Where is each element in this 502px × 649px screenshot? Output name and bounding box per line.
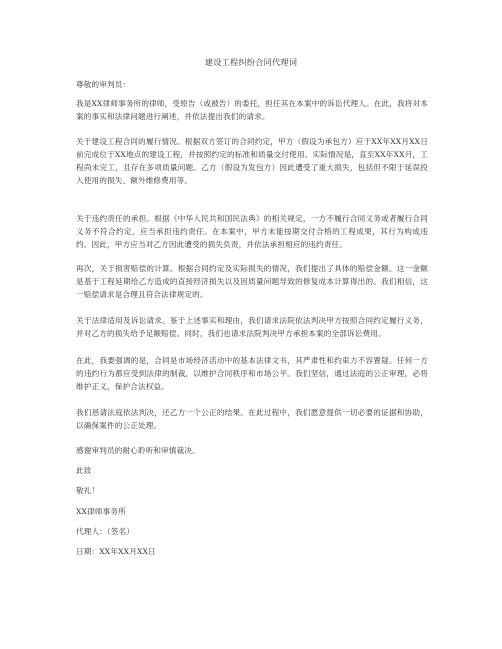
salutation: 尊敬的审判员： — [76, 80, 131, 89]
paragraph-intro: 我是XX律师事务所的律师，受原告（或被告）的委托，担任其在本案中的诉讼代理人。在此，我将对本案的事实和法律问题进行阐述，并依法提出我们的请求。 — [76, 99, 428, 122]
paragraph-liability: 关于违约责任的承担。根据《中华人民共和国民法典》的相关规定，一方不履行合同义务或者履行合同义务不符合约定，应当承担违约责任。在本案中，甲方未能按期交付合格的工程成果，其行为构成违约。因此，甲方应当对乙方因此遭受的损失负责，并依法承担相应的违约责任。 — [76, 214, 428, 250]
document-date: 日期：XX年XX月XX日 — [76, 547, 156, 556]
agent-signature: 代理人：（签名） — [76, 527, 135, 536]
paragraph-damages: 再次，关于损害赔偿的计算。根据合同约定及实际损失的情况，我们提出了具体的赔偿金额。这一金额是基于工程延期给乙方造成的直接经济损失以及因质量问题导致的修复成本计算得出的。我们相信，这一赔偿请求是合理且符合法律规定的。 — [76, 264, 428, 300]
paragraph-emphasis: 在此，我要强调的是，合同是市场经济活动中的基本法律文书，其严肃性和约束力不容置疑。任何一方的违约行为都应受到法律的制裁，以维护合同秩序和市场公平。我们坚信，通过法庭的公正审理，必将维护正义，保护合法权益。 — [76, 356, 428, 392]
paragraph-contract-performance: 关于建设工程合同的履行情况。根据双方签订的合同约定，甲方（假设为承包方）应于XX年XX月XX日前完成位于XX地点的建设工程，并按照约定的标准和质量交付使用。实际情况是，直至XX年XX月，工程尚未完工，且存在多项质量问题。乙方（假设为发包方）因此遭受了重大损失，包括但不限于延误投入使用的损失、额外维修费用等。 — [76, 137, 428, 186]
document-title: 建设工程纠纷合同代理词 — [204, 57, 298, 67]
closing-line-1: 此致 — [76, 466, 92, 475]
paragraph-legal-claims: 关于法律适用及诉讼请求。鉴于上述事实和理由，我们请求法院依法判决甲方按照合同约定履行义务，并对乙方的损失给予足额赔偿。同时，我们也请求法院判决甲方承担本案的全部诉讼费用。 — [76, 316, 428, 339]
law-firm-name: XX律师事务所 — [76, 507, 126, 516]
paragraph-request: 我们恳请法庭依法判决，还乙方一个公正的结果。在此过程中，我们愿意提供一切必要的证据和协助，以确保案件的公正处理。 — [76, 408, 428, 431]
closing-line-2: 敬礼！ — [76, 486, 100, 495]
paragraph-thanks: 感谢审判员的耐心聆听和审慎裁决。 — [76, 446, 200, 455]
